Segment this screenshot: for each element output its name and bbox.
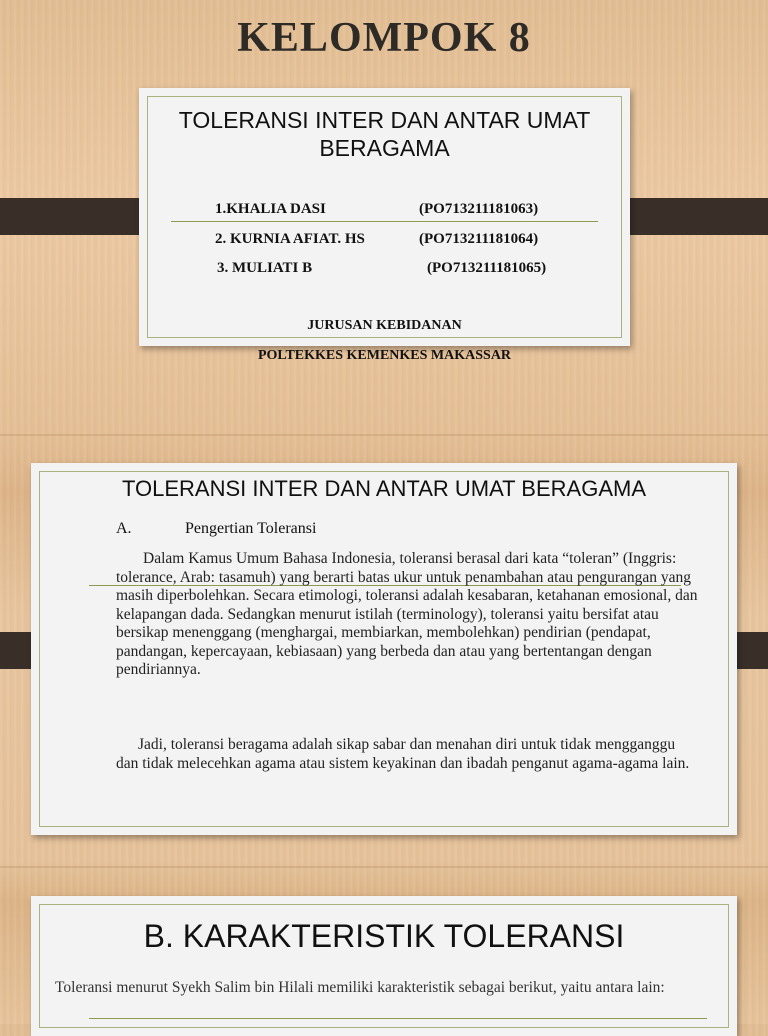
department-label: JURUSAN KEBIDANAN: [307, 318, 462, 333]
member-name: 2. KURNIA AFIAT. HS: [215, 231, 365, 247]
slide-characteristics-card: [31, 896, 737, 1036]
plank-seam: [0, 434, 768, 436]
institution-label: POLTEKKES KEMENKES MAKASSAR: [257, 348, 512, 363]
member-name: 1.KHALIA DASI: [215, 201, 326, 217]
plank-seam: [0, 866, 768, 868]
page-title: KELOMPOK 8: [237, 15, 531, 61]
member-name: 3. MULIATI B: [217, 260, 313, 276]
slide-definition-card: [31, 463, 737, 835]
definition-paragraph: Dalam Kamus Umum Bahasa Indonesia, toleransi berasal dari kata “toleran” (Inggris: tolerance, Arab: tasamuh) yang berarti batas ukur untuk penambahan atau pengurangan yang masih diperbolehkan. Secara etimologi, toleransi adalah kesabaran, ketahanan emosional, dan kelapangan dada. Sedangkan menurut istilah (terminology), toleransi yaitu bersifat atau bersikap menenggang (menghargai, membiarkan, membolehkan) pendirian (pendapat, pandangan, kepercayaan, kebiasaan) yang berbeda dan atau yang bertentangan dengan pendiriannya.: [116, 550, 698, 678]
member-nim: (PO713211181064): [419, 231, 539, 247]
slide-tab-left: [0, 198, 156, 235]
section-letter: A.: [116, 520, 132, 537]
divider-line: [171, 221, 598, 222]
characteristics-intro: Toleransi menurut Syekh Salim bin Hilali memiliki karakteristik sebagai berikut, yaitu antara lain:: [55, 979, 665, 996]
slide-title: TOLERANSI INTER DAN ANTAR UMAT BERAGAMA: [121, 476, 646, 501]
divider-line: [89, 1018, 707, 1019]
slide-title: B. KARAKTERISTIK TOLERANSI: [143, 918, 625, 954]
slide-title: TOLERANSI INTER DAN ANTAR UMAT BERAGAMA: [178, 107, 591, 161]
slide-tab-right: [613, 198, 768, 235]
section-heading: Pengertian Toleransi: [185, 520, 317, 537]
member-nim: (PO713211181065): [427, 260, 547, 276]
slide-title-card: [139, 88, 630, 346]
member-nim: (PO713211181063): [419, 201, 539, 217]
conclusion-paragraph: Jadi, toleransi beragama adalah sikap sabar dan menahan diri untuk tidak mengganggu dan tidak melecehkan agama atau sistem keyakinan dan ibadah penganut agama-agama lain.: [116, 736, 690, 772]
